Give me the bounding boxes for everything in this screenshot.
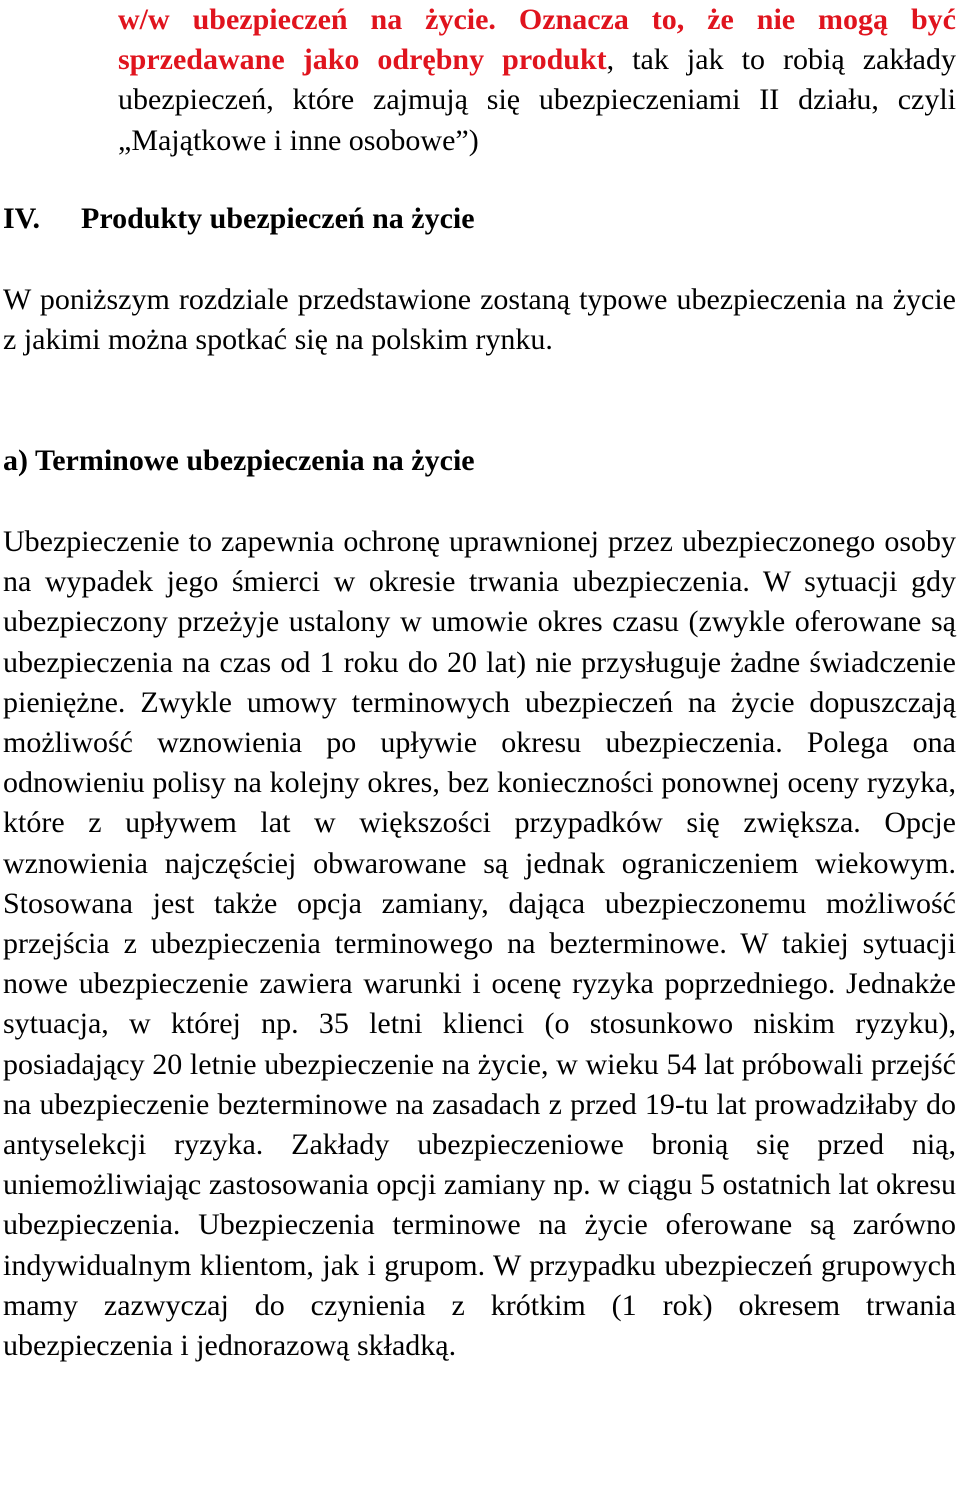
emphasized-text: w/w ubezpieczeń na życie. Oznacza to, że nie mogą być sprzedawane jako odrębny produkt (118, 3, 956, 77)
section-number: IV. (3, 202, 40, 235)
subsection-heading: a) Terminowe ubezpieczenia na życie (3, 444, 475, 477)
section-heading (3, 199, 475, 239)
continuation-paragraph (118, 0, 956, 161)
continuation-text: , tak jak to robią zakłady ubezpieczeń, które zajmują się ubezpieczeniami II działu, czyli „Majątkowe i inne osobowe”) (118, 43, 956, 157)
intro-paragraph: W poniższym rozdziale przedstawione zostaną typowe ubezpieczenia na życie z jakimi można spotkać się na polskim rynku. (3, 283, 956, 357)
section-title: Produkty ubezpieczeń na życie (81, 202, 475, 235)
body-paragraph: Ubezpieczenie to zapewnia ochronę uprawnionej przez ubezpieczonego osoby na wypadek jego śmierci w okresie trwania ubezpieczenia. W sytuacji gdy ubezpieczony przeżyje ustalony w umowie okres czasu (zwykle oferowane są ubezpieczenia na czas od 1 roku do 20 lat) nie przysługuje żadne świadczenie pieniężne. Zwykle umowy terminowych ubezpieczeń na życie dopuszczają możliwość wznowienia po upływie okresu ubezpieczenia. Polega ona odnowieniu polisy na kolejny okres, bez konieczności ponownej oceny ryzyka, które z upływem lat w większości przypadków się zwiększa. Opcje wznowienia najczęściej obwarowane są jednak ograniczeniem wiekowym. Stosowana jest także opcja zamiany, dająca ubezpieczonemu możliwość przejścia z ubezpieczenia terminowego na bezterminowe. W takiej sytuacji nowe ubezpieczenie zawiera warunki i ocenę ryzyka poprzedniego. Jednakże sytuacja, w której np. 35 letni klienci (o stosunkowo niskim ryzyku), posiadający 20 letnie ubezpieczenie na życie, w wieku 54 lat próbowali przejść na ubezpieczenie bezterminowe na zasadach z przed 19-tu lat prowadziłaby do antyselekcji ryzyka. Zakłady ubezpieczeniowe bronią się przed nią, uniemożliwiając zastosowania opcji zamiany np. w ciągu 5 ostatnich lat okresu ubezpieczenia. Ubezpieczenia terminowe na życie oferowane są zarówno indywidualnym klientom, jak i grupom. W przypadku ubezpieczeń grupowych mamy zazwyczaj do czynienia z krótkim (1 rok) okresem trwania ubezpieczenia i jednorazową składką. (3, 525, 956, 1363)
